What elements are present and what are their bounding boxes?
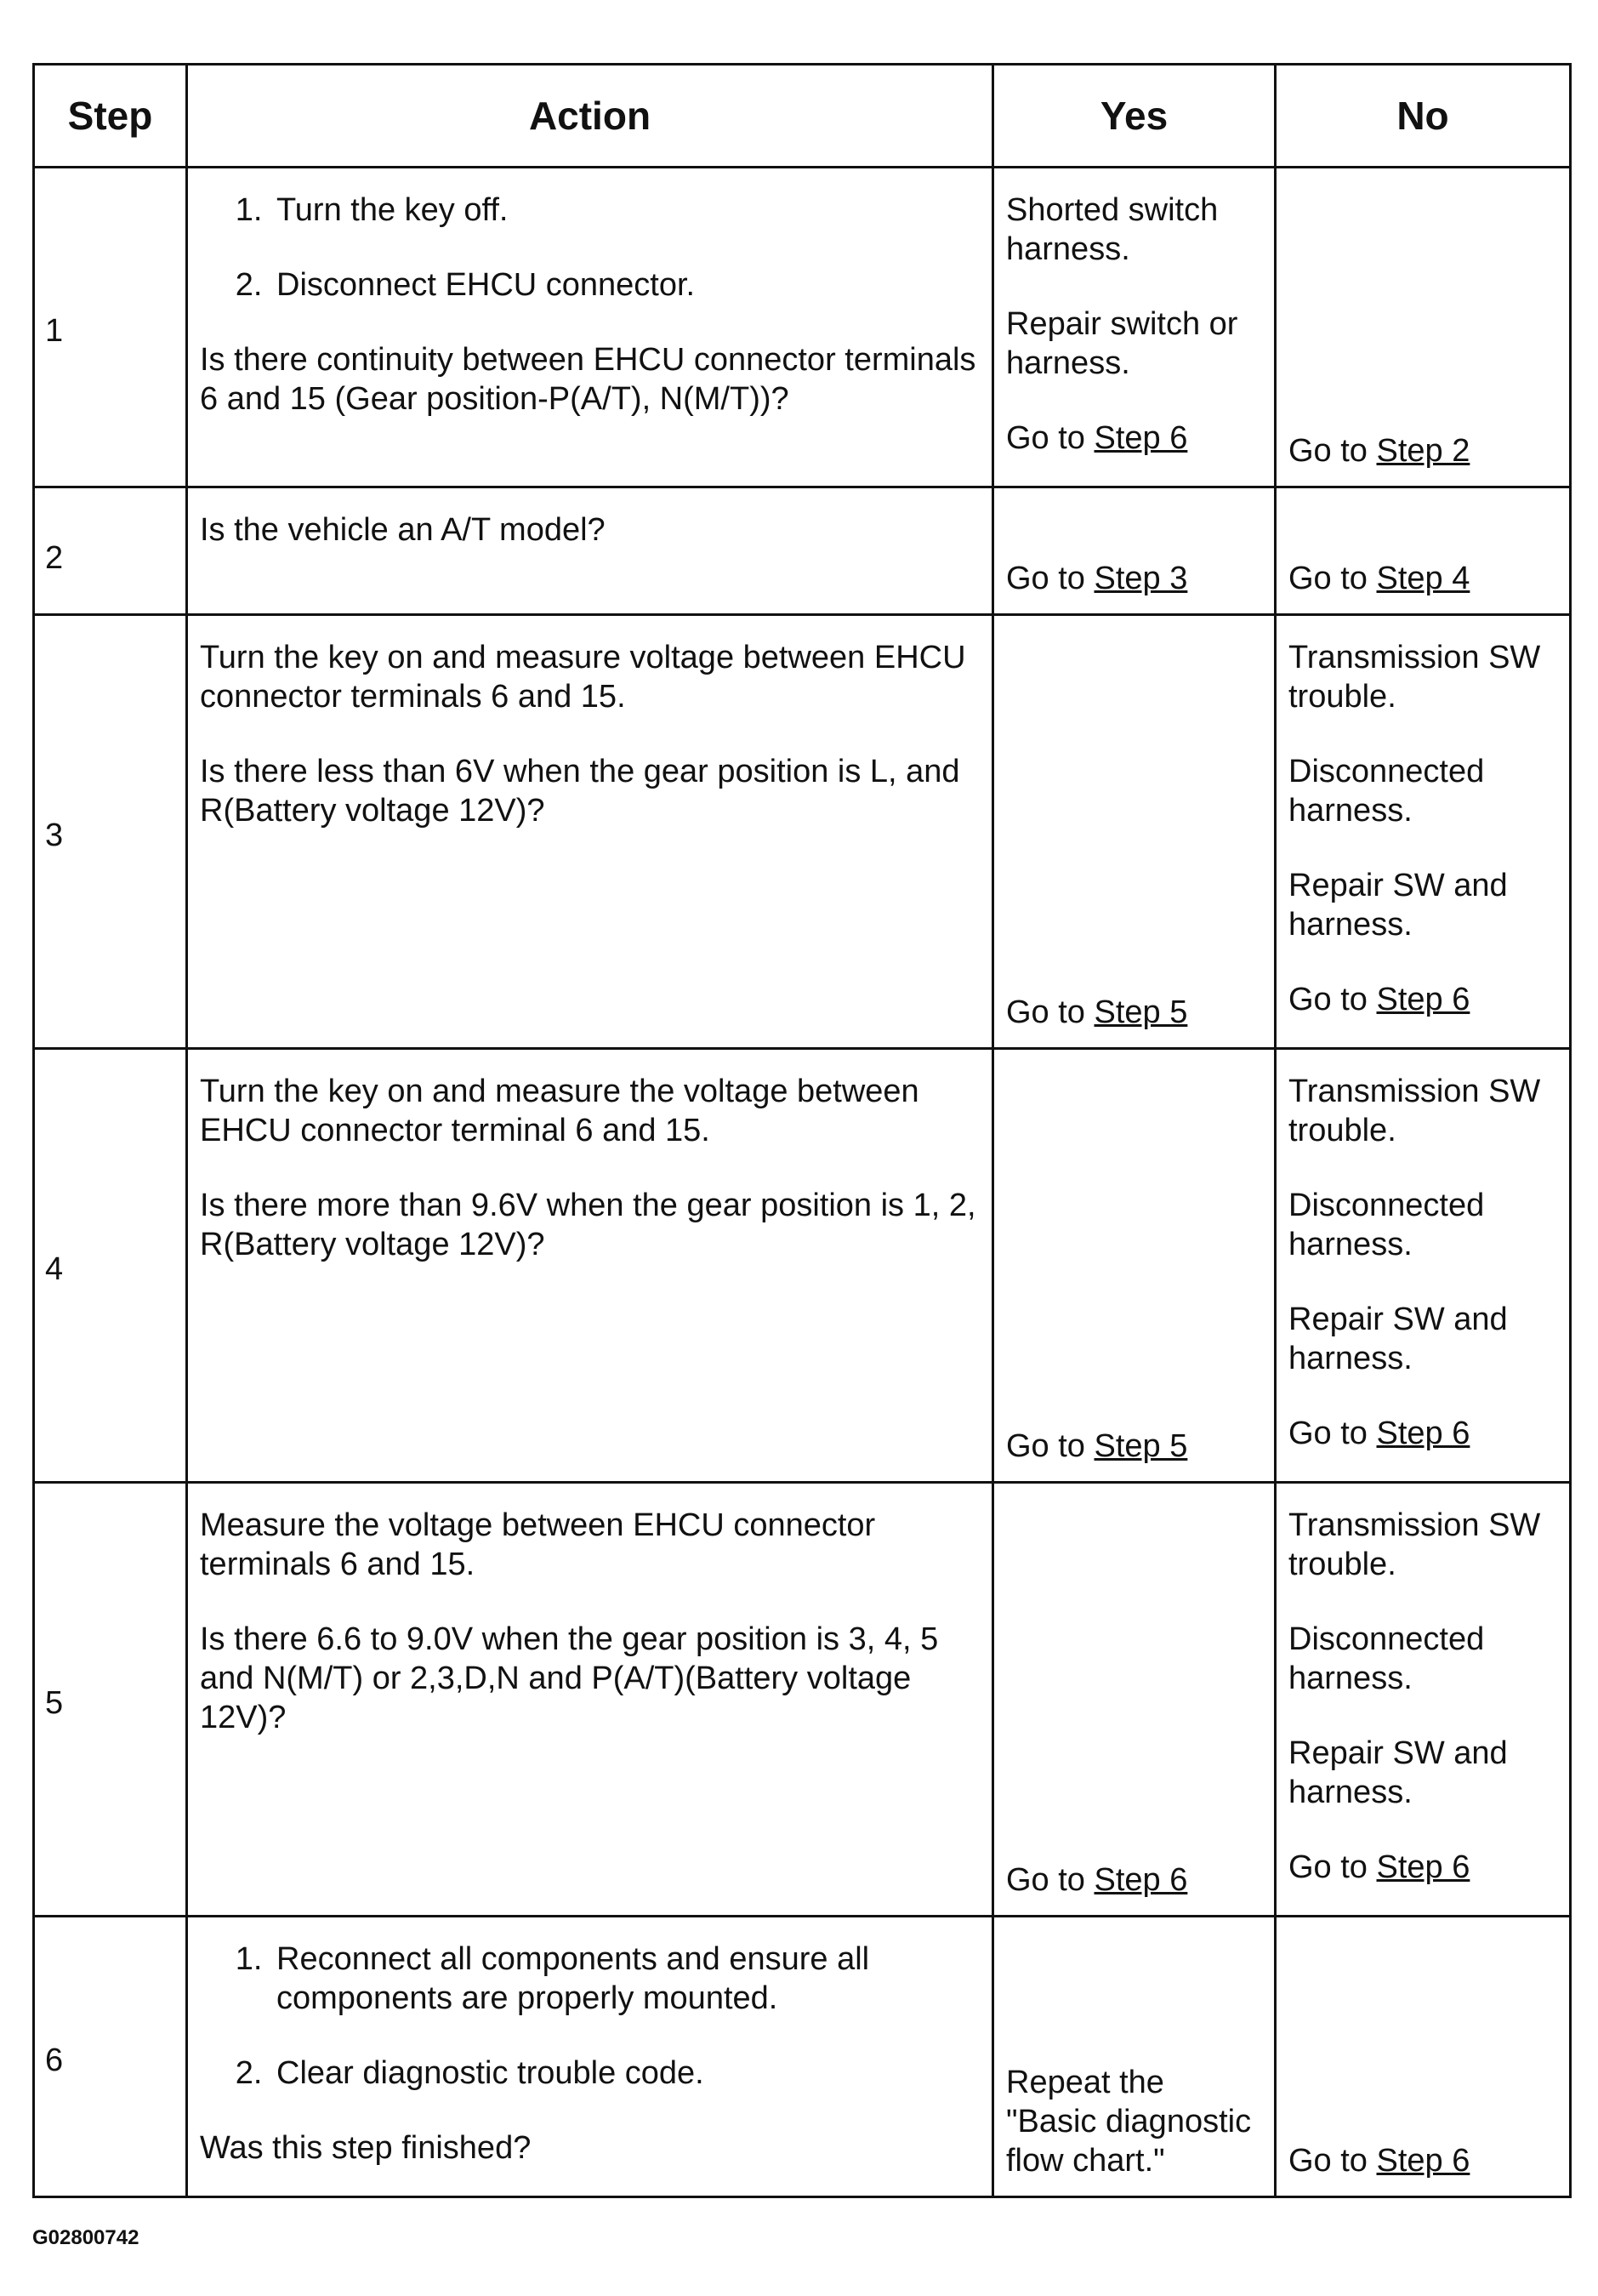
table-row-step-4	[34, 1049, 1571, 1483]
step-number: 4	[34, 1049, 187, 1483]
action-question: Is the vehicle an A/T model?	[200, 512, 606, 548]
no-note: Transmission SW trouble.	[1288, 1507, 1541, 1582]
step-number: 1	[34, 168, 187, 487]
no-cell	[1276, 487, 1571, 615]
no-note: Transmission SW trouble.	[1288, 1074, 1541, 1148]
goto-prefix: Go to	[1006, 1862, 1095, 1898]
goto-prefix: Go to	[1288, 2143, 1377, 2179]
diagnostic-table	[32, 63, 1572, 2198]
table-header-row	[34, 65, 1571, 168]
yes-cell	[993, 168, 1276, 487]
no-goto	[1288, 431, 1557, 470]
goto-prefix: Go to	[1006, 994, 1095, 1030]
no-note: Repair SW and harness.	[1288, 1735, 1508, 1810]
action-question: Is there less than 6V when the gear position is L, and R(Battery voltage 12V)?	[200, 754, 960, 829]
header-step: Step	[34, 65, 187, 168]
step-number: 2	[34, 487, 187, 615]
no-note: Disconnected harness.	[1288, 754, 1485, 829]
action-cell	[187, 1049, 993, 1483]
no-cell	[1276, 1483, 1571, 1917]
table-row-step-2	[34, 487, 1571, 615]
goto-step-link[interactable]: Step 5	[1094, 994, 1188, 1030]
no-cell	[1276, 1049, 1571, 1483]
header-no: No	[1276, 65, 1571, 168]
goto-step-link[interactable]: Step 6	[1376, 1849, 1470, 1885]
figure-code: G02800742	[32, 2226, 139, 2249]
yes-note: Shorted switch harness.	[1006, 192, 1219, 267]
action-list-item: 1. Turn the key off.	[271, 191, 980, 230]
goto-prefix: Go to	[1006, 420, 1095, 456]
yes-goto	[1006, 419, 1262, 458]
action-cell	[187, 1917, 993, 2197]
action-list-item: 2. Clear diagnostic trouble code.	[271, 2054, 980, 2093]
no-cell	[1276, 168, 1571, 487]
yes-goto	[1006, 1860, 1262, 1900]
no-goto	[1288, 2141, 1557, 2180]
no-note: Transmission SW trouble.	[1288, 640, 1541, 715]
goto-step-link[interactable]: Step 6	[1094, 1862, 1188, 1898]
goto-prefix: Go to	[1006, 1428, 1095, 1464]
yes-cell	[993, 1917, 1276, 2197]
goto-prefix: Go to	[1006, 561, 1095, 596]
step-number: 5	[34, 1483, 187, 1917]
no-note: Disconnected harness.	[1288, 1621, 1485, 1696]
step-number: 6	[34, 1917, 187, 2197]
table-row-step-1	[34, 168, 1571, 487]
action-question: Is there 6.6 to 9.0V when the gear position is 3, 4, 5 and N(M/T) or 2,3,D,N and P(A/T)(Battery voltage 12V)?	[200, 1621, 939, 1735]
goto-step-link[interactable]: Step 5	[1094, 1428, 1188, 1464]
goto-prefix: Go to	[1288, 561, 1377, 596]
no-goto	[1288, 1414, 1557, 1453]
no-note: Disconnected harness.	[1288, 1188, 1485, 1262]
yes-note: Repeat the "Basic diagnostic flow chart."	[1006, 2065, 1252, 2179]
no-cell	[1276, 615, 1571, 1049]
action-list	[200, 191, 980, 305]
action-cell	[187, 487, 993, 615]
yes-note: Repair switch or harness.	[1006, 306, 1238, 381]
table-row-step-5	[34, 1483, 1571, 1917]
table-row-step-3	[34, 615, 1571, 1049]
yes-cell	[993, 1049, 1276, 1483]
no-goto	[1288, 980, 1557, 1019]
goto-prefix: Go to	[1288, 982, 1377, 1017]
goto-step-link[interactable]: Step 2	[1376, 433, 1470, 469]
goto-step-link[interactable]: Step 6	[1376, 2143, 1470, 2179]
yes-goto	[1006, 1427, 1262, 1466]
header-yes: Yes	[993, 65, 1276, 168]
goto-prefix: Go to	[1288, 1416, 1377, 1451]
goto-step-link[interactable]: Step 6	[1376, 1416, 1470, 1451]
action-question: Is there more than 9.6V when the gear position is 1, 2, R(Battery voltage 12V)?	[200, 1188, 976, 1262]
step-number: 3	[34, 615, 187, 1049]
goto-prefix: Go to	[1288, 433, 1377, 469]
goto-prefix: Go to	[1288, 1849, 1377, 1885]
action-cell	[187, 168, 993, 487]
yes-goto	[1006, 559, 1262, 598]
no-note: Repair SW and harness.	[1288, 868, 1508, 943]
goto-step-link[interactable]: Step 3	[1094, 561, 1188, 596]
action-text: Turn the key on and measure voltage between EHCU connector terminals 6 and 15.	[200, 640, 966, 715]
yes-cell	[993, 1483, 1276, 1917]
table-row-step-6	[34, 1917, 1571, 2197]
no-note: Repair SW and harness.	[1288, 1302, 1508, 1376]
no-goto	[1288, 559, 1557, 598]
action-text: Measure the voltage between EHCU connector terminals 6 and 15.	[200, 1507, 876, 1582]
yes-goto	[1006, 993, 1262, 1032]
yes-cell	[993, 487, 1276, 615]
no-goto	[1288, 1848, 1557, 1887]
action-list	[200, 1940, 980, 2093]
goto-step-link[interactable]: Step 6	[1376, 982, 1470, 1017]
no-cell	[1276, 1917, 1571, 2197]
action-list-item: 2. Disconnect EHCU connector.	[271, 265, 980, 305]
action-cell	[187, 1483, 993, 1917]
action-cell	[187, 615, 993, 1049]
action-question: Was this step finished?	[200, 2130, 532, 2166]
action-question: Is there continuity between EHCU connector terminals 6 and 15 (Gear position-P(A/T), N(M/T))?	[200, 342, 976, 417]
action-list-item: 1. Reconnect all components and ensure all components are properly mounted.	[271, 1940, 980, 2018]
yes-cell	[993, 615, 1276, 1049]
goto-step-link[interactable]: Step 4	[1376, 561, 1470, 596]
header-action: Action	[187, 65, 993, 168]
action-text: Turn the key on and measure the voltage between EHCU connector terminal 6 and 15.	[200, 1074, 919, 1148]
goto-step-link[interactable]: Step 6	[1094, 420, 1188, 456]
